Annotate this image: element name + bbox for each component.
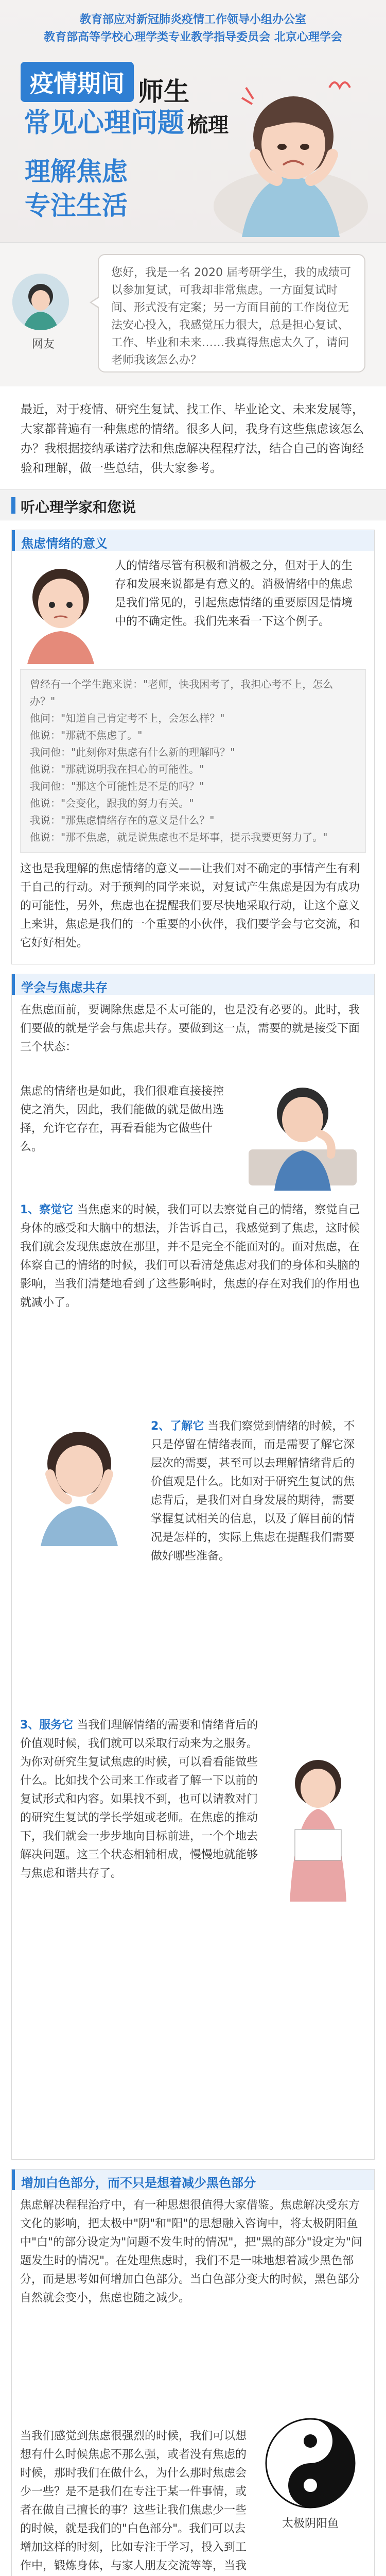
organization-lines <box>0 0 386 46</box>
student-illustration <box>17 561 104 664</box>
step-1-label: 1、察觉它 <box>20 1204 74 1216</box>
consult-section <box>0 242 386 386</box>
step-2 <box>151 1417 365 1566</box>
section-accent <box>11 497 15 514</box>
dialog-line: 他说："会变化，跟我的努力有关。" <box>30 797 194 809</box>
netizen-icon <box>12 274 69 330</box>
card-header <box>12 2170 374 2190</box>
card-white-part <box>11 2169 375 2576</box>
hero-banner <box>0 0 386 242</box>
yin-yang-icon <box>264 2417 357 2510</box>
dialog-line: 我说："那焦虑情绪存在的意义是什么？" <box>30 814 215 826</box>
card-title: 焦虑情绪的意义 <box>21 536 108 551</box>
dialog-line: 他说："那不焦虑，就是说焦虑也不是坏事，提示我要更努力了。" <box>30 831 328 843</box>
dialog-line: 他说："那就不焦虑了。" <box>30 729 143 741</box>
dialog-line: 他说："那就说明我在担心的可能性。" <box>30 763 204 775</box>
step-3-label: 3、服务它 <box>20 1719 74 1732</box>
intro-paragraph: 最近，对于疫情、研究生复试、找工作、毕业论文、未来发展等，大家都普遍有一种焦虑的情绪。很多人问，我身有这些焦虑该怎么办？我根据接纳承诺疗法和焦虑解决程程疗法，结合自己的咨询经验和理解，做一些总结，供大家参考。 <box>0 386 386 489</box>
sec3-paragraph-2: 当我们感觉到焦虑很强烈的时候，我们可以想想有什么时候焦虑不那么强，或者没有焦虑的时候，那时我们在做什么，为什么那时焦虑会少一些？是不是我们在专注于某一件事情，或者在做自己擅长的事？这些让我们焦虑少一些的时候，就是我们的"白色部分"。我们可以去增加这样的时刻，比如专注于学习，投入到工作中，锻炼身体，与家人朋友交流等等，当我 <box>20 2430 247 2572</box>
org-line-2: 教育部高等学校心理学类专业教学指导委员会 北京心理学会 <box>44 31 342 44</box>
card-anxiety-meaning <box>11 530 375 964</box>
card-header <box>12 530 374 551</box>
section-title: 听心理学家和您说 <box>21 499 136 516</box>
step-2-text: 当我们察觉到情绪的时候，不只是停留在情绪表面，而是需要了解它深层次的需要，甚至可以去理解情绪背后的价值观是什么。比如对于研究生复试的焦虑背后，是我们对自身发展的期待，需要掌握复试相关的信息，以及了解目前的情况是怎样的，实际上焦虑在提醒我们需要做好哪些准备。 <box>151 1420 355 1563</box>
card-body <box>12 2190 374 2576</box>
subtitle-line-1: 理解焦虑 <box>25 157 128 187</box>
sec3-paragraph-1: 焦虑解决程程治疗中，有一种思想很值得大家借鉴。焦虑解决受东方文化的影响，把太极中"阴"和"阳"的思想融入咨询中，将太极阴阳鱼中"白"的部分设定为"问题不发生时的情况"，把"黑的部分"设定为"问题发生时的情况"。在处理焦虑时，我们不是一味地想着减少黑色部分，而是思考如何增加白色部分。当白色部分变大的时候，黑色部分自然就会变小，焦虑也随之减少。 <box>20 2199 362 2304</box>
card-title: 学会与焦虑共存 <box>21 980 108 995</box>
card-header <box>12 974 374 995</box>
step-1 <box>20 1201 365 1312</box>
question-bubble: 您好，我是一名 2020 届考研学生，我的成绩可以参加复试，可我却非常焦虑。一方面复试时间、形式没有定案；另一方面目前的工作岗位无法安心投入，我感觉压力很大，总是担心复试、工作、毕业和未来……我真得焦虑太久了，请问老师我该怎么办？ <box>98 254 365 372</box>
dialog-line: 我问他："此刻你对焦虑有什么新的理解吗？" <box>30 746 235 758</box>
card-accent <box>12 530 15 551</box>
card-accent <box>12 974 15 995</box>
reading-woman-illustration <box>269 1747 367 1902</box>
dialog-line: 我问他："那这个可能性是不是的吗？" <box>30 780 204 792</box>
subtitle-line-2: 专注生活 <box>25 191 128 221</box>
avatar-label: 网友 <box>31 338 55 351</box>
sec1-paragraph-1: 人的情绪尽管有积极和消极之分，但对于人的生存和发展来说都是有意义的。消极情绪中的焦虑是我们常见的，引起焦虑情绪的重要原因是情境中的不确定性。我们先来看一下这个例子。 <box>115 560 353 628</box>
anxious-person-illustration <box>206 52 376 237</box>
card-body <box>12 551 374 705</box>
title-highlight: 常见心理问题 <box>24 108 185 139</box>
sec2-paragraph-2: 焦虑的情绪也是如此，我们很难直接接控使之消失，因此，我们能做的就是做出选择，允许它存在，再看看能为它做些什么。 <box>20 1085 224 1154</box>
step-1-text: 当焦虑来的时候，我们可以去察觉自己的情绪，察觉自己身体的感受和大脑中的想法，并告诉自己，我感觉到了焦虑，这时候我们就会发现焦虑放在那里，并不是完全不能面对的。面对焦虑，在体察自己的情绪的时候，我们可以看清楚焦虑对我们的身体和头脑的影响，当我们清楚地看到了这些影响时，焦虑的存在对我们的作用也就减小了。 <box>20 1204 360 1309</box>
netizen-avatar <box>12 274 74 351</box>
title-suffix: 梳理 <box>187 113 229 137</box>
card-body <box>12 995 374 2159</box>
subtitle <box>25 155 128 223</box>
title-tag: 疫情期间 <box>21 62 134 102</box>
dialog-line: 他问："知道自己肯定考不上，会怎么样？" <box>30 712 225 724</box>
avatar <box>12 274 69 330</box>
card-coexist <box>11 974 375 2160</box>
dialog-line: 曾经有一个学生跑来说："老师，快我困考了，我担心考不上，怎么办？" <box>30 678 334 707</box>
step-3-text: 当我们理解情绪的需要和情绪背后的价值观时候，我们就可以采取行动来为之服务。为你对研究生复试焦虑的时候，可以看看能做些什么。比如找个公司来工作或者了解一下以前的复试形式和内容。如果找不到，也可以请教对门的研究生复试的学长学姐或老师。在焦虑的推动下，我们就会一步步地向目标前进，一个个地去解决问题。这三个状态相辅相成，慢慢地就能够与焦虑和谐共存了。 <box>20 1719 258 1880</box>
step-2-label: 2、了解它 <box>151 1420 204 1433</box>
sec2-paragraph-1: 在焦虑面前，要调除焦虑是不太可能的，也是没有必要的。此时，我们要做的就是学会与焦虑共存。要做到这一点，需要的就是接受下面三个状态： <box>20 1004 360 1054</box>
sec1-paragraph-2: 这也是我理解的焦虑情绪的意义——让我们对不确定的事情产生有利于自己的行动。对于预判的同学来说，对复试产生焦虑是因为有成功的可能性，另外，焦虑也在提醒我们要尽快地采取行动，让这个意义上来讲，焦虑是我们的一个重要的小伙伴，我们要学会与它交流，和它好好相处。 <box>20 862 360 950</box>
org-line-1: 教育部应对新冠肺炎疫情工作领导小组办公室 <box>79 13 306 26</box>
section-title-bar <box>0 489 386 520</box>
step-3 <box>20 1716 262 1883</box>
card-title: 增加白色部分，而不只是想着减少黑色部分 <box>21 2176 256 2190</box>
title-rest: 师生 <box>138 76 189 107</box>
yin-yang-figure <box>259 2417 362 2531</box>
card-accent <box>12 2170 15 2190</box>
thinking-man-illustration <box>243 1072 362 1191</box>
headache-woman-illustration <box>20 1417 138 1546</box>
yin-yang-label: 太极阴阳鱼 <box>282 2517 339 2530</box>
title-line-2 <box>21 101 229 140</box>
